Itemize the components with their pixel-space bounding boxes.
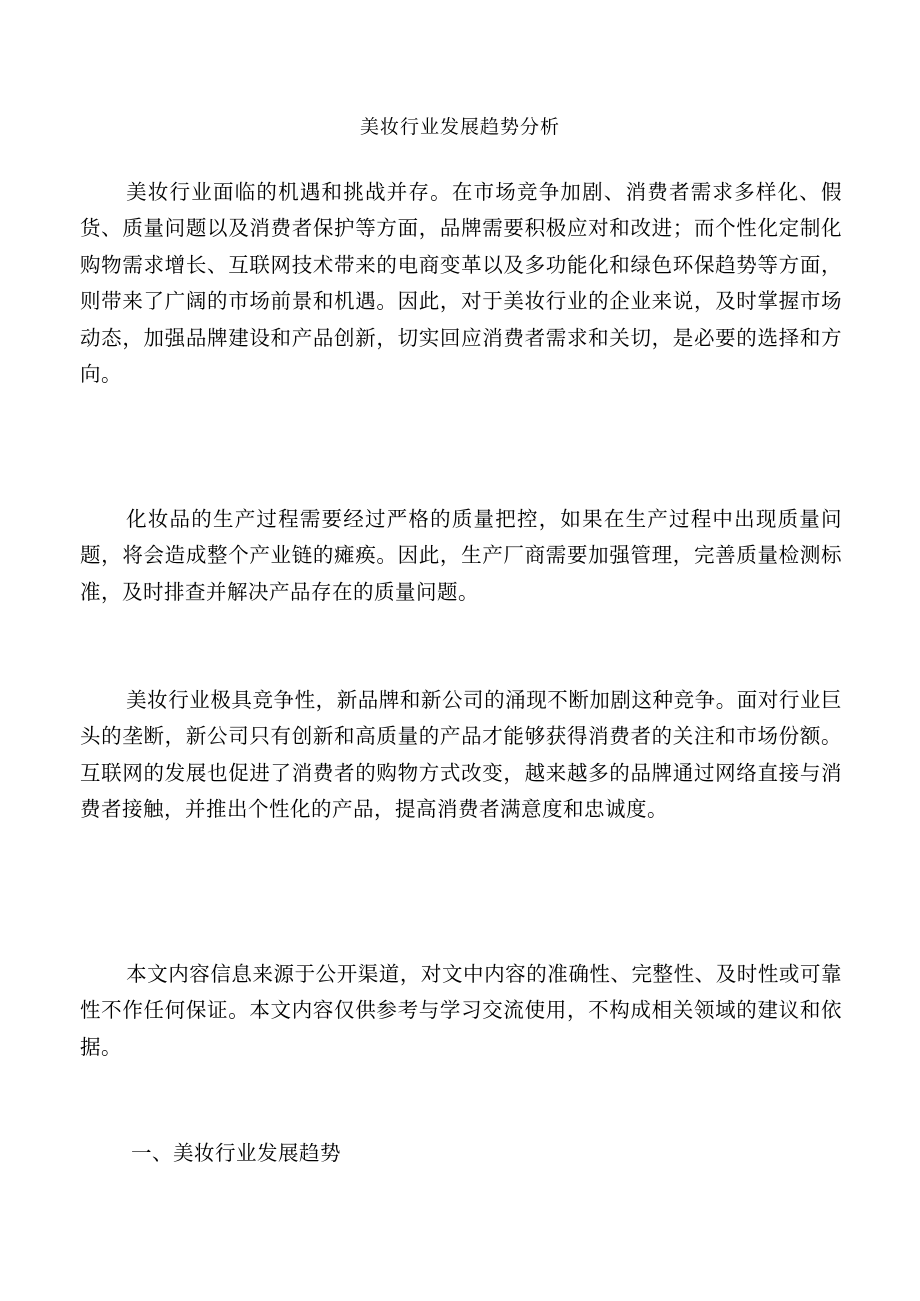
paragraph-competition: 美妆行业极具竞争性，新品牌和新公司的涌现不断加剧这种竞争。面对行业巨头的垄断，新公司只有创新和高质量的产品才能够获得消费者的关注和市场份额。互联网的发展也促进了消费者的购物方式改变，越来越多的品牌通过网络直接与消费者接触，并推出个性化的产品，提高消费者满意度和忠诚度。 <box>80 688 842 822</box>
paragraph-disclaimer: 本文内容信息来源于公开渠道，对文中内容的准确性、完整性、及时性或可靠性不作任何保证。本文内容仅供参考与学习交流使用，不构成相关领域的建议和依据。 <box>80 962 842 1059</box>
section-heading: 一、美妆行业发展趋势 <box>131 1141 341 1165</box>
document-title: 美妆行业发展趋势分析 <box>359 116 560 138</box>
paragraph-opportunities-challenges: 美妆行业面临的机遇和挑战并存。在市场竞争加剧、消费者需求多样化、假货、质量问题以及消费者保护等方面，品牌需要积极应对和改进；而个性化定制化购物需求增长、互联网技术带来的电商变革以及多功能化和绿色环保趋势等方面，则带来了广阔的市场前景和机遇。因此，对于美妆行业的企业来说，及时掌握市场动态，加强品牌建设和产品创新，切实回应消费者需求和关切，是必要的选择和方向。 <box>80 180 842 387</box>
paragraph-quality-control: 化妆品的生产过程需要经过严格的质量把控，如果在生产过程中出现质量问题，将会造成整个产业链的瘫痪。因此，生产厂商需要加强管理，完善质量检测标准，及时排查并解决产品存在的质量问题。 <box>80 507 842 604</box>
